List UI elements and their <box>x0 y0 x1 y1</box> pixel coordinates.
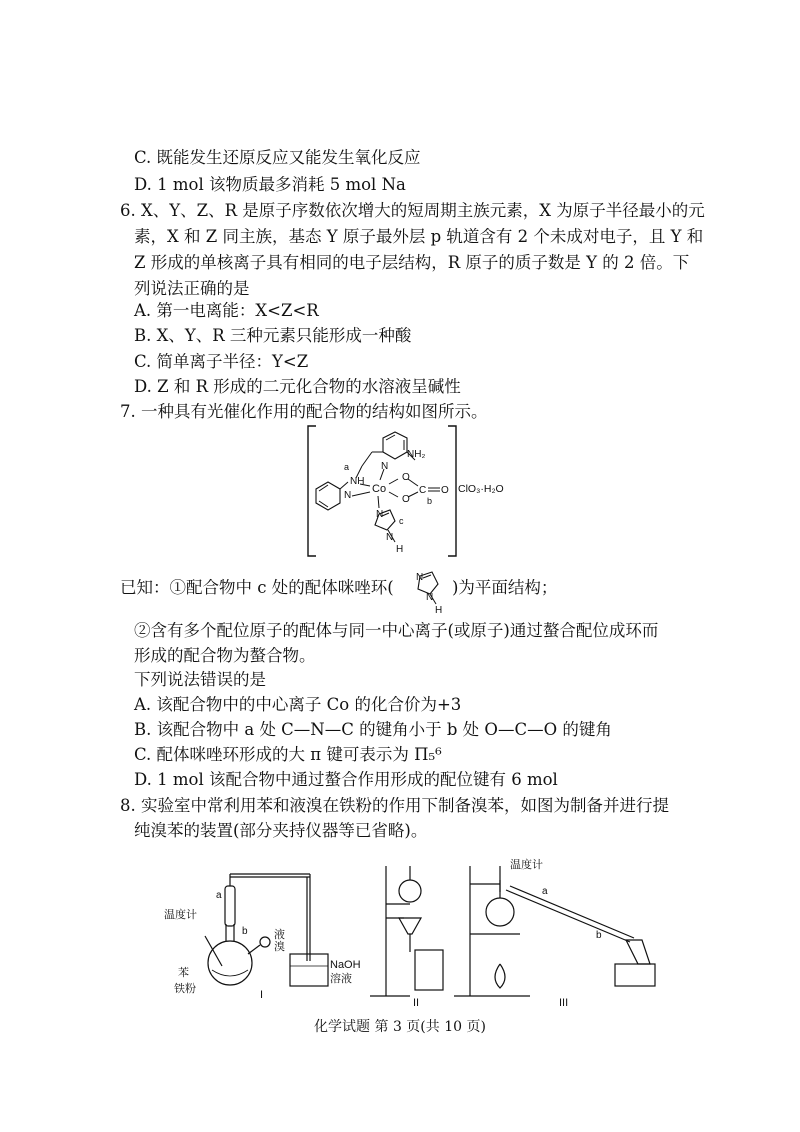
imidazole-n-bottom: N <box>426 592 434 603</box>
q7-option-d: D. 1 mol 该配合物中通过螯合作用形成的配位键有 6 mol <box>134 770 558 789</box>
fig1-label-a: a <box>216 890 222 901</box>
q7-known1-pre: 已知：①配合物中 c 处的配体咪唑环( <box>120 578 394 597</box>
q5-option-c: C. 既能发生还原反应又能发生氧化反应 <box>134 148 421 167</box>
imidazole-n-top: N <box>416 572 424 583</box>
nh2-label: NH₂ <box>407 449 426 460</box>
cobalt-complex-structure <box>300 424 550 560</box>
label-b: b <box>427 496 433 506</box>
q7-option-b: B. 该配合物中 a 处 C—N—C 的键角小于 b 处 O—C—O 的键角 <box>134 720 612 739</box>
q7-option-c: C. 配体咪唑环形成的大 π 键可表示为 Π₅⁶ <box>134 745 442 764</box>
fig1-solution-label: 溶液 <box>330 973 352 985</box>
fig3-roman-label: III <box>559 997 569 1006</box>
fig1-bromine-2: 溴 <box>274 941 285 953</box>
nh-label: NH <box>350 476 365 487</box>
co-label: Co <box>372 483 387 495</box>
q6-option-d: D. Z 和 R 形成的二元化合物的水溶液呈碱性 <box>134 377 461 396</box>
q5-option-d: D. 1 mol 该物质最多消耗 5 mol Na <box>134 175 406 194</box>
anion-label: ClO₃·H₂O <box>458 483 504 495</box>
q6-stem-line2: 素，X 和 Z 同主族，基态 Y 原子最外层 p 轨道含有 2 个未成对电子，且 Y 和 <box>134 227 704 246</box>
fig1-roman-label: I <box>260 989 264 1001</box>
o-label-1: O <box>402 472 410 483</box>
fig3-label-a: a <box>542 886 548 897</box>
fig2-roman-label: II <box>413 997 420 1006</box>
fig1-naoh-label: NaOH <box>330 959 361 971</box>
q8-stem-line1: 8. 实验室中常利用苯和液溴在铁粉的作用下制备溴苯，如图为制备并进行提 <box>120 796 669 815</box>
label-a: a <box>344 462 350 472</box>
apparatus-figure <box>160 846 670 1006</box>
n-label-lower: N <box>344 490 352 501</box>
q7-known2-line1: ②含有多个配位原子的配体与同一中心离子(或原子)通过螯合配位成环而 <box>134 621 659 640</box>
fig1-thermometer-label: 温度计 <box>164 909 197 921</box>
o-label-3: O <box>441 485 449 496</box>
label-c: c <box>399 516 404 526</box>
q7-stem: 7. 一种具有光催化作用的配合物的结构如图所示。 <box>120 402 488 421</box>
q7-ask: 下列说法错误的是 <box>134 670 266 689</box>
n-label-upper: N <box>381 461 389 472</box>
c-label: C <box>419 485 427 496</box>
n-label-imidazole: N <box>376 509 384 520</box>
fig3-label-b: b <box>596 930 602 941</box>
q7-known1-post: )为平面结构； <box>452 578 558 597</box>
fig1-iron-label: 铁粉 <box>174 983 196 995</box>
fig1-label-b: b <box>242 926 248 937</box>
q6-option-b: B. X、Y、R 三种元素只能形成一种酸 <box>134 326 412 345</box>
fig1-bromine-1: 液 <box>274 929 285 941</box>
imidazole-h: H <box>435 605 443 614</box>
q6-stem-line3: Z 形成的单核离子具有相同的电子层结构，R 原子的质子数是 Y 的 2 倍。下 <box>134 253 690 272</box>
q7-known2-line2: 形成的配合物为螯合物。 <box>134 646 316 665</box>
page-footer: 化学试题 第 3 页(共 10 页) <box>314 1019 486 1035</box>
h-label: H <box>396 544 404 555</box>
fig3-thermometer-label: 温度计 <box>510 859 543 871</box>
q7-option-a: A. 该配合物中的中心离子 Co 的化合价为+3 <box>134 695 462 714</box>
imidazole-ring-diagram <box>406 562 452 614</box>
q6-stem-line4: 列说法正确的是 <box>134 279 250 298</box>
q6-stem-line1: 6. X、Y、Z、R 是原子序数依次增大的短周期主族元素，X 为原子半径最小的元 <box>120 201 705 220</box>
q6-option-c: C. 简单离子半径：Y<Z <box>134 352 309 371</box>
n-label-imidazole-2: N <box>386 532 394 543</box>
q8-stem-line2: 纯溴苯的装置(部分夹持仪器等已省略)。 <box>134 821 428 840</box>
o-label-2: O <box>402 494 410 505</box>
fig1-benzene-label: 苯 <box>178 967 189 979</box>
q6-option-a: A. 第一电离能：X<Z<R <box>134 301 319 320</box>
